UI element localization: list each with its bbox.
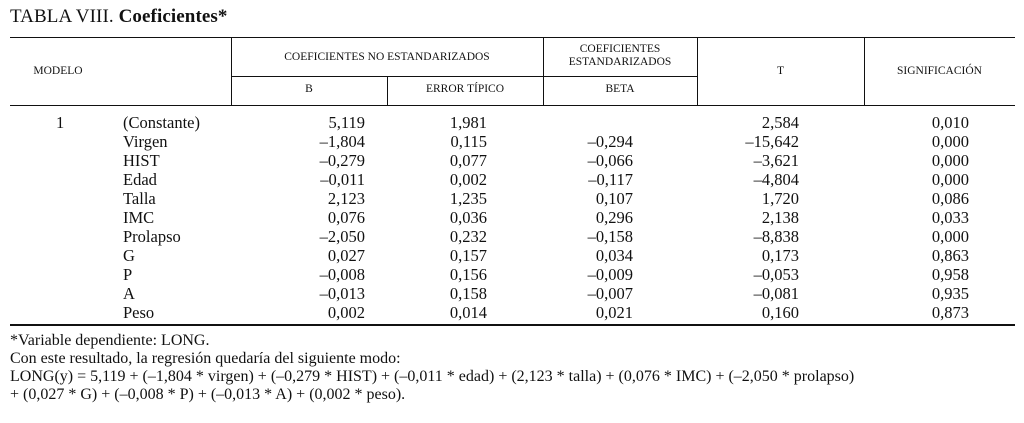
cell-b: 2,123 [327,189,365,208]
cell-t: 0,173 [761,246,799,265]
header-t: T [776,65,785,77]
header-significacion: SIGNIFICACIÓN [897,65,982,77]
cell-b: 0,002 [327,303,365,322]
cell-sig: 0,000 [931,227,969,246]
cell-error: 0,002 [449,170,487,189]
cell-t: 2,138 [761,208,799,227]
cell-error: 0,014 [449,303,487,322]
cell-beta: –0,294 [587,132,633,151]
table-row [10,227,1015,246]
header-error: ERROR TÍPICO [425,83,505,95]
table-row [10,132,1015,151]
header-coef-std-line2: ESTANDARIZADOS [568,56,672,68]
cell-variable: Virgen [123,132,168,151]
cell-t: –15,642 [745,132,799,151]
cell-beta: –0,007 [587,284,633,303]
cell-b: 0,076 [327,208,365,227]
cell-t: –0,081 [753,284,799,303]
header-coef-std [543,43,697,69]
cell-t: 1,720 [761,189,799,208]
cell-t: 2,584 [761,113,799,132]
cell-t: –3,621 [753,151,799,170]
cell-b: 0,027 [327,246,365,265]
table-title-bold: Coeficientes* [118,6,228,27]
table-row [10,208,1015,227]
cell-sig: 0,000 [931,151,969,170]
table-row [10,284,1015,303]
cell-sig: 0,958 [931,265,969,284]
header-b: B [305,83,313,95]
cell-sig: 0,863 [931,246,969,265]
cell-beta: 0,021 [595,303,633,322]
cell-b: –0,011 [320,170,365,189]
cell-b: –0,008 [319,265,365,284]
cell-t: 0,160 [761,303,799,322]
cell-beta: –0,158 [587,227,633,246]
cell-error: 0,157 [449,246,487,265]
header-coef-no-std: COEFICIENTES NO ESTANDARIZADOS [284,51,490,63]
cell-sig: 0,935 [931,284,969,303]
cell-sig: 0,000 [931,132,969,151]
cell-error: 1,235 [449,189,487,208]
cell-sig: 0,873 [931,303,969,322]
cell-sig: 0,033 [931,208,969,227]
cell-b: –0,013 [319,284,365,303]
cell-beta: 0,296 [595,208,633,227]
header-beta: BETA [605,83,635,95]
table-notes [10,332,1015,404]
cell-error: 0,232 [449,227,487,246]
note-regression-equation: LONG(y) = 5,119 + (–1,804 * virgen) + (–0,279 * HIST) + (–0,011 * edad) + (2,123 * talla) + (0,076 * IMC) + (–2,050 * prolapso) [10,368,855,385]
table-row [10,113,1015,132]
cell-error: 0,115 [450,132,487,151]
cell-error: 0,156 [449,265,487,284]
cell-b: 5,119 [328,113,365,132]
cell-variable: Prolapso [123,227,181,246]
cell-variable: G [123,246,135,265]
cell-beta: –0,117 [588,170,633,189]
header-coef-std-line1: COEFICIENTES [579,43,661,55]
cell-b: –0,279 [319,151,365,170]
table-row [10,189,1015,208]
header-bottom-rule [10,105,1015,106]
cell-sig: 0,000 [931,170,969,189]
cell-beta: 0,107 [595,189,633,208]
note-regression-intro: Con este resultado, la regresión quedaría del siguiente modo: [10,350,401,367]
cell-variable: Edad [123,170,157,189]
cell-variable: A [123,284,135,303]
table-title-prefix: TABLA VIII. [10,6,114,27]
header-modelo: MODELO [33,65,83,77]
cell-t: –4,804 [753,170,799,189]
table-row [10,303,1015,322]
table-row [10,170,1015,189]
cell-error: 0,077 [449,151,487,170]
subheader-rule [231,76,697,77]
cell-modelo: 1 [56,113,65,132]
cell-b: –2,050 [319,227,365,246]
cell-beta: 0,034 [595,246,633,265]
cell-error: 0,036 [449,208,487,227]
cell-sig: 0,010 [931,113,969,132]
table-row [10,151,1015,170]
table-row [10,265,1015,284]
cell-error: 0,158 [449,284,487,303]
cell-beta: –0,009 [587,265,633,284]
cell-t: –8,838 [753,227,799,246]
cell-variable: (Constante) [123,113,200,132]
cell-error: 1,981 [449,113,487,132]
cell-beta: –0,066 [587,151,633,170]
cell-variable: IMC [123,208,155,227]
cell-t: –0,053 [753,265,799,284]
cell-variable: Talla [123,189,156,208]
cell-variable: HIST [123,151,160,170]
cell-variable: Peso [123,303,155,322]
table-bottom-rule [10,324,1015,326]
note-dependent-variable: *Variable dependiente: LONG. [10,332,210,349]
table-row [10,246,1015,265]
table-title [10,6,228,28]
cell-b: –1,804 [319,132,365,151]
cell-variable: P [123,265,133,284]
cell-sig: 0,086 [931,189,969,208]
note-regression-equation-cont: + (0,027 * G) + (–0,008 * P) + (–0,013 * A) + (0,002 * peso). [10,386,406,403]
